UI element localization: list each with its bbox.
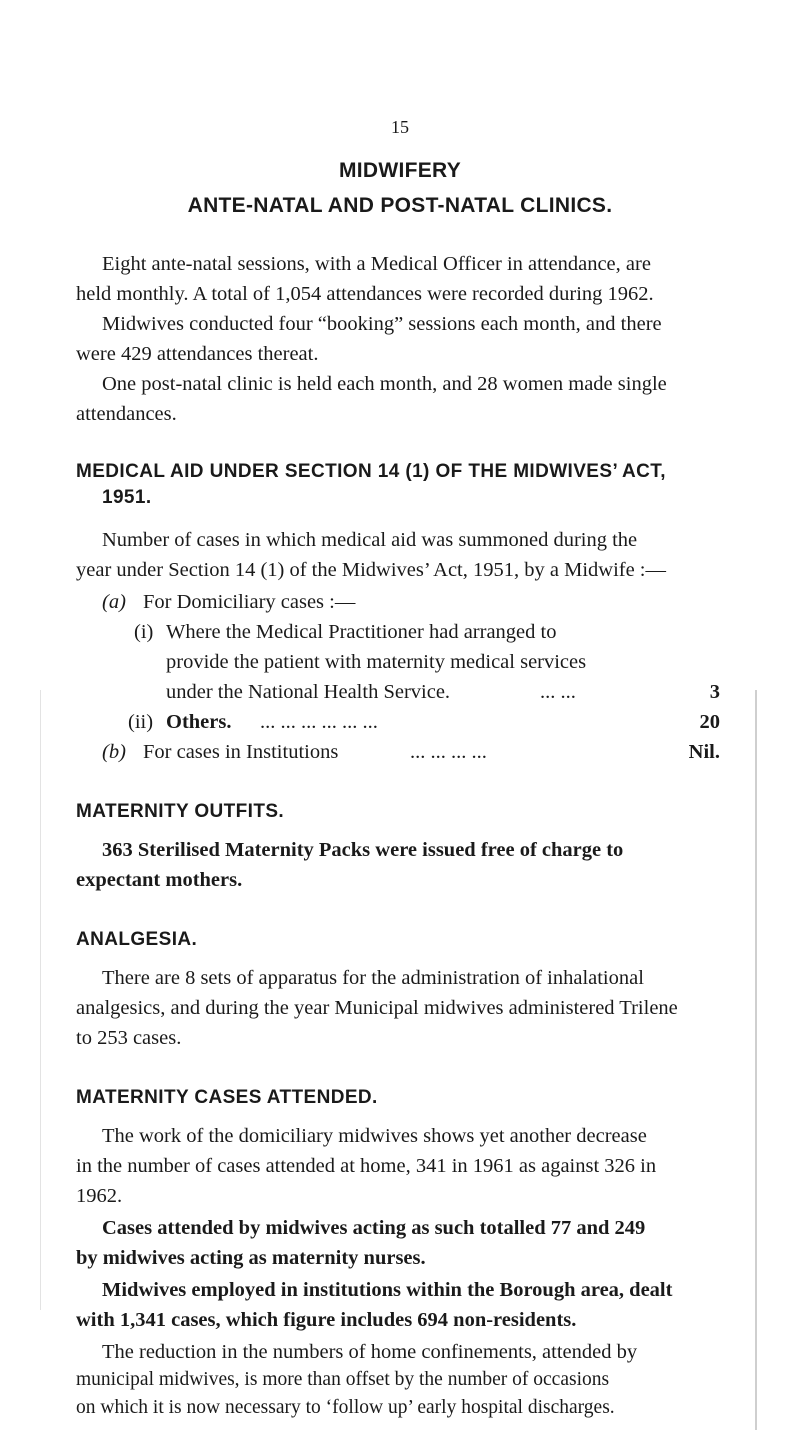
item-b-leader-dots: ... ... ... ... bbox=[410, 741, 487, 763]
analgesia-line3: to 253 cases. bbox=[76, 1027, 182, 1049]
scan-edge-line bbox=[755, 690, 757, 1430]
outfits-heading: MATERNITY OUTFITS. bbox=[76, 801, 285, 822]
clinics-p1-line1: Eight ante-natal sessions, with a Medical Officer in attendance, are bbox=[102, 253, 651, 275]
medical-aid-heading-line2: 1951. bbox=[102, 487, 152, 508]
item-b-value: Nil. bbox=[688, 741, 720, 763]
page-number: 15 bbox=[391, 117, 409, 137]
medical-aid-intro-line1: Number of cases in which medical aid was summoned during the bbox=[102, 529, 638, 551]
cases-p1-line1: The work of the domiciliary midwives shows yet another decrease bbox=[102, 1125, 647, 1147]
clinics-p3-line2: attendances. bbox=[76, 403, 177, 425]
medical-aid-intro-line2: year under Section 14 (1) of the Midwives’ Act, 1951, by a Midwife :— bbox=[76, 559, 667, 581]
outfits-line1: 363 Sterilised Maternity Packs were issued free of charge to bbox=[102, 839, 624, 861]
cases-p3-line1: Midwives employed in institutions within the Borough area, dealt bbox=[102, 1279, 673, 1301]
clinics-p2-line1: Midwives conducted four “booking” sessions each month, and there bbox=[102, 313, 662, 335]
item-b-label: (b) bbox=[102, 741, 126, 763]
analgesia-heading: ANALGESIA. bbox=[76, 929, 198, 950]
section-subtitle: ANTE-NATAL AND POST-NATAL CLINICS. bbox=[187, 194, 613, 217]
item-ii-value: 20 bbox=[699, 711, 720, 733]
cases-p4-line3: on which it is now necessary to ‘follow up’ early hospital discharges. bbox=[76, 1397, 615, 1418]
section-title: MIDWIFERY bbox=[338, 159, 462, 182]
cases-p4-line2: municipal midwives, is more than offset by the number of occasions bbox=[76, 1369, 610, 1390]
scan-margin-line bbox=[40, 690, 41, 1310]
item-i-leader-dots: ... ... bbox=[540, 681, 576, 703]
item-a-text: For Domiciliary cases :— bbox=[143, 591, 356, 613]
clinics-p2-line2: were 429 attendances thereat. bbox=[76, 343, 319, 365]
item-i-line3: under the National Health Service. bbox=[166, 681, 451, 703]
item-ii-leader-dots: ... ... ... ... ... ... bbox=[260, 711, 378, 733]
cases-p3-line2: with 1,341 cases, which figure includes 694 non-residents. bbox=[76, 1309, 577, 1331]
cases-p2-line2: by midwives acting as maternity nurses. bbox=[76, 1247, 426, 1269]
item-i-line1: Where the Medical Practitioner had arranged to bbox=[166, 621, 557, 643]
item-ii-label: (ii) bbox=[128, 711, 154, 733]
medical-aid-heading-line1: MEDICAL AID UNDER SECTION 14 (1) OF THE MIDWIVES’ ACT, bbox=[76, 461, 666, 482]
item-i-line2: provide the patient with maternity medical services bbox=[166, 651, 587, 673]
item-i-label: (i) bbox=[134, 621, 154, 643]
cases-heading: MATERNITY CASES ATTENDED. bbox=[76, 1087, 378, 1108]
item-a-label: (a) bbox=[102, 591, 126, 613]
item-b-text: For cases in Institutions bbox=[143, 741, 339, 763]
analgesia-line2: analgesics, and during the year Municipal midwives administered Trilene bbox=[76, 997, 678, 1019]
analgesia-line1: There are 8 sets of apparatus for the administration of inhalational bbox=[102, 967, 644, 989]
clinics-p3-line1: One post-natal clinic is held each month, and 28 women made single bbox=[102, 373, 667, 395]
cases-p2-line1: Cases attended by midwives acting as such totalled 77 and 249 bbox=[102, 1217, 646, 1239]
cases-p1-line2: in the number of cases attended at home, 341 in 1961 as against 326 in bbox=[76, 1155, 657, 1177]
outfits-line2: expectant mothers. bbox=[76, 869, 243, 891]
cases-p1-line3: 1962. bbox=[76, 1185, 123, 1207]
cases-p4-line1: The reduction in the numbers of home confinements, attended by bbox=[102, 1341, 638, 1363]
item-ii-text: Others. bbox=[166, 711, 232, 733]
item-i-value: 3 bbox=[709, 681, 720, 703]
clinics-p1-line2: held monthly. A total of 1,054 attendances were recorded during 1962. bbox=[76, 283, 654, 305]
